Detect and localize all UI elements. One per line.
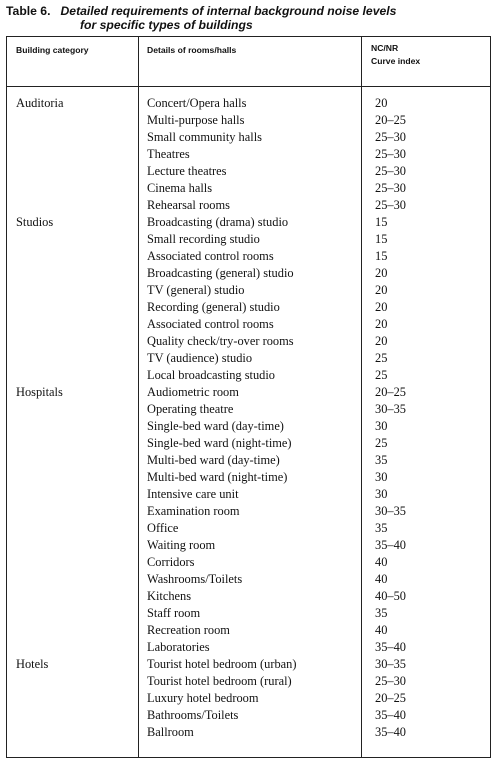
curve-index-cell: 20	[375, 266, 388, 280]
table-number: Table 6.	[6, 4, 51, 18]
table-row	[7, 248, 490, 265]
curve-index-cell: 30	[375, 419, 388, 433]
room-detail-cell: Ballroom	[147, 725, 194, 739]
curve-index-cell: 25	[375, 436, 388, 450]
table-row	[7, 299, 490, 316]
table-row	[7, 690, 490, 707]
table-caption	[6, 4, 491, 32]
noise-levels-table	[6, 36, 491, 758]
table-row	[7, 707, 490, 724]
curve-index-cell: 35–40	[375, 640, 406, 654]
curve-index-cell: 20	[375, 96, 388, 110]
curve-index-cell: 35–40	[375, 725, 406, 739]
table-row	[7, 316, 490, 333]
curve-index-cell: 20	[375, 334, 388, 348]
room-detail-cell: Washrooms/Toilets	[147, 572, 243, 586]
column-header-category: Building category	[16, 45, 89, 55]
table-row	[7, 129, 490, 146]
table-row	[7, 401, 490, 418]
room-detail-cell: Tourist hotel bedroom (urban)	[147, 657, 297, 671]
curve-index-cell: 15	[375, 232, 388, 246]
curve-index-cell: 25–30	[375, 130, 406, 144]
curve-index-cell: 25	[375, 368, 388, 382]
room-detail-cell: Tourist hotel bedroom (rural)	[147, 674, 292, 688]
curve-index-cell: 20	[375, 300, 388, 314]
table-row	[7, 520, 490, 537]
room-detail-cell: Recording (general) studio	[147, 300, 280, 314]
curve-index-cell: 35	[375, 521, 388, 535]
table-row	[7, 95, 490, 112]
table-row	[7, 214, 490, 231]
room-detail-cell: Quality check/try-over rooms	[147, 334, 294, 348]
curve-index-cell: 35	[375, 606, 388, 620]
curve-index-cell: 20	[375, 283, 388, 297]
room-detail-cell: Multi-bed ward (day-time)	[147, 453, 280, 467]
table-row	[7, 197, 490, 214]
curve-index-cell: 35	[375, 453, 388, 467]
table-row	[7, 265, 490, 282]
table-row	[7, 282, 490, 299]
curve-index-cell: 20–25	[375, 385, 406, 399]
room-detail-cell: Bathrooms/Toilets	[147, 708, 239, 722]
room-detail-cell: Single-bed ward (day-time)	[147, 419, 284, 433]
curve-index-cell: 35–40	[375, 708, 406, 722]
room-detail-cell: Intensive care unit	[147, 487, 239, 501]
table-title-line-2: for specific types of buildings	[80, 18, 253, 32]
table-row	[7, 639, 490, 656]
room-detail-cell: Recreation room	[147, 623, 230, 637]
curve-index-cell: 40–50	[375, 589, 406, 603]
room-detail-cell: Operating theatre	[147, 402, 234, 416]
table-row	[7, 452, 490, 469]
column-header-index-line-2: Curve index	[371, 56, 421, 66]
room-detail-cell: Small community halls	[147, 130, 262, 144]
table-row	[7, 231, 490, 248]
room-detail-cell: Lecture theatres	[147, 164, 227, 178]
curve-index-cell: 40	[375, 572, 388, 586]
room-detail-cell: Small recording studio	[147, 232, 260, 246]
curve-index-cell: 20–25	[375, 113, 406, 127]
room-detail-cell: TV (general) studio	[147, 283, 245, 297]
room-detail-cell: Concert/Opera halls	[147, 96, 247, 110]
room-detail-cell: Office	[147, 521, 179, 535]
table-row	[7, 673, 490, 690]
curve-index-cell: 25–30	[375, 198, 406, 212]
table-row	[7, 163, 490, 180]
room-detail-cell: Examination room	[147, 504, 240, 518]
column-header-rooms: Details of rooms/halls	[147, 45, 237, 55]
curve-index-cell: 25–30	[375, 147, 406, 161]
table-row	[7, 503, 490, 520]
curve-index-cell: 35–40	[375, 538, 406, 552]
table-row	[7, 112, 490, 129]
header-divider	[7, 86, 490, 87]
table-row	[7, 656, 490, 673]
room-detail-cell: Local broadcasting studio	[147, 368, 276, 382]
building-category-cell: Hotels	[16, 657, 49, 671]
table-row	[7, 384, 490, 401]
curve-index-cell: 30–35	[375, 657, 406, 671]
table-row	[7, 333, 490, 350]
room-detail-cell: Corridors	[147, 555, 195, 569]
table-row	[7, 486, 490, 503]
curve-index-cell: 40	[375, 555, 388, 569]
table-row	[7, 605, 490, 622]
table-row	[7, 418, 490, 435]
curve-index-cell: 20	[375, 317, 388, 331]
curve-index-cell: 30–35	[375, 402, 406, 416]
table-row	[7, 588, 490, 605]
building-category-cell: Studios	[16, 215, 54, 229]
curve-index-cell: 15	[375, 249, 388, 263]
room-detail-cell: Staff room	[147, 606, 201, 620]
room-detail-cell: Kitchens	[147, 589, 192, 603]
table-row	[7, 435, 490, 452]
room-detail-cell: TV (audience) studio	[147, 351, 253, 365]
table-row	[7, 554, 490, 571]
curve-index-cell: 30	[375, 470, 388, 484]
curve-index-cell: 40	[375, 623, 388, 637]
table-row	[7, 571, 490, 588]
table-row	[7, 367, 490, 384]
building-category-cell: Hospitals	[16, 385, 63, 399]
column-header-index-line-1: NC/NR	[371, 43, 399, 53]
room-detail-cell: Laboratories	[147, 640, 210, 654]
room-detail-cell: Single-bed ward (night-time)	[147, 436, 292, 450]
room-detail-cell: Broadcasting (drama) studio	[147, 215, 289, 229]
room-detail-cell: Rehearsal rooms	[147, 198, 230, 212]
room-detail-cell: Luxury hotel bedroom	[147, 691, 259, 705]
curve-index-cell: 30	[375, 487, 388, 501]
room-detail-cell: Theatres	[147, 147, 190, 161]
curve-index-cell: 15	[375, 215, 388, 229]
table-title-line-1: Detailed requirements of internal background noise levels	[60, 4, 397, 18]
curve-index-cell: 25–30	[375, 181, 406, 195]
table-row	[7, 622, 490, 639]
curve-index-cell: 30–35	[375, 504, 406, 518]
room-detail-cell: Multi-purpose halls	[147, 113, 245, 127]
curve-index-cell: 25	[375, 351, 388, 365]
table-row	[7, 469, 490, 486]
table-row	[7, 724, 490, 741]
room-detail-cell: Broadcasting (general) studio	[147, 266, 294, 280]
curve-index-cell: 20–25	[375, 691, 406, 705]
curve-index-cell: 25–30	[375, 164, 406, 178]
building-category-cell: Auditoria	[16, 96, 64, 110]
room-detail-cell: Cinema halls	[147, 181, 213, 195]
room-detail-cell: Waiting room	[147, 538, 216, 552]
table-row	[7, 537, 490, 554]
table-row	[7, 146, 490, 163]
table-row	[7, 180, 490, 197]
table-row	[7, 350, 490, 367]
column-header-index	[371, 42, 471, 68]
room-detail-cell: Audiometric room	[147, 385, 239, 399]
room-detail-cell: Multi-bed ward (night-time)	[147, 470, 288, 484]
room-detail-cell: Associated control rooms	[147, 317, 274, 331]
table-body	[7, 95, 490, 741]
room-detail-cell: Associated control rooms	[147, 249, 274, 263]
curve-index-cell: 25–30	[375, 674, 406, 688]
